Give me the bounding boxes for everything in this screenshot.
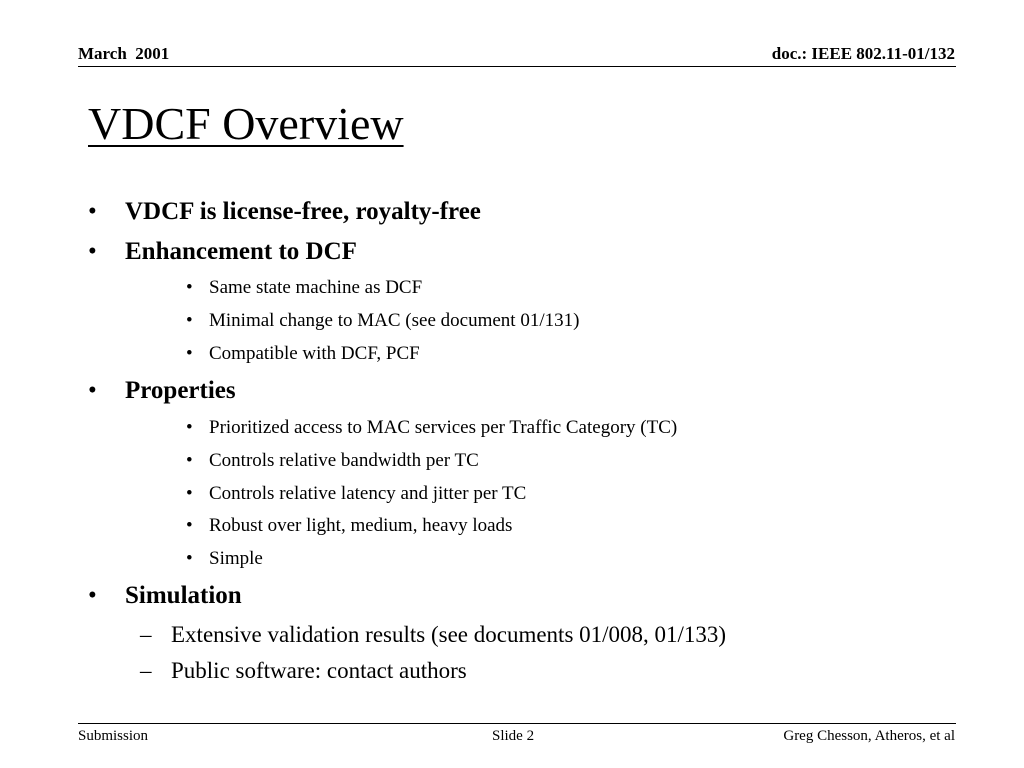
bullet-marker: •	[186, 417, 193, 438]
bullet-text: Compatible with DCF, PCF	[209, 343, 420, 364]
bullet-marker: •	[88, 198, 97, 225]
bullet-marker: •	[186, 450, 193, 471]
header-doc-id: doc.: IEEE 802.11-01/132	[771, 44, 955, 63]
bullet-marker: •	[186, 483, 193, 504]
footer-submission: Submission	[78, 728, 149, 744]
bullet-marker: •	[88, 377, 97, 404]
bullet-marker: •	[186, 277, 193, 298]
footer-divider	[78, 723, 956, 724]
bullet-text: Prioritized access to MAC services per Traffic Category (TC)	[209, 417, 678, 438]
footer-authors: Greg Chesson, Atheros, et al	[783, 728, 955, 744]
bullet-text: Properties	[125, 377, 236, 404]
bullet-marker: •	[186, 515, 193, 536]
bullet-text: Controls relative bandwidth per TC	[209, 450, 479, 471]
bullet-text: Controls relative latency and jitter per TC	[209, 483, 527, 504]
bullet-text: Robust over light, medium, heavy loads	[209, 515, 513, 536]
dash-marker: –	[140, 622, 152, 647]
bullet-text: VDCF is license-free, royalty-free	[125, 198, 481, 225]
slide-title: VDCF Overview	[88, 98, 404, 149]
header-date: March 2001	[78, 44, 170, 63]
dash-marker: –	[140, 658, 152, 683]
bullet-text: Simulation	[125, 582, 242, 609]
bullet-marker: •	[88, 238, 97, 265]
footer-slide-number: Slide 2	[492, 728, 535, 744]
bullet-text: Minimal change to MAC (see document 01/131)	[209, 310, 580, 331]
bullet-marker: •	[88, 582, 97, 609]
bullet-marker: •	[186, 548, 193, 569]
bullet-text: Enhancement to DCF	[125, 238, 357, 265]
bullet-text: Extensive validation results (see documents 01/008, 01/133)	[171, 622, 727, 647]
bullet-text: Public software: contact authors	[171, 658, 467, 683]
bullet-marker: •	[186, 310, 193, 331]
bullet-text: Simple	[209, 548, 263, 569]
bullet-text: Same state machine as DCF	[209, 277, 423, 298]
bullet-marker: •	[186, 343, 193, 364]
